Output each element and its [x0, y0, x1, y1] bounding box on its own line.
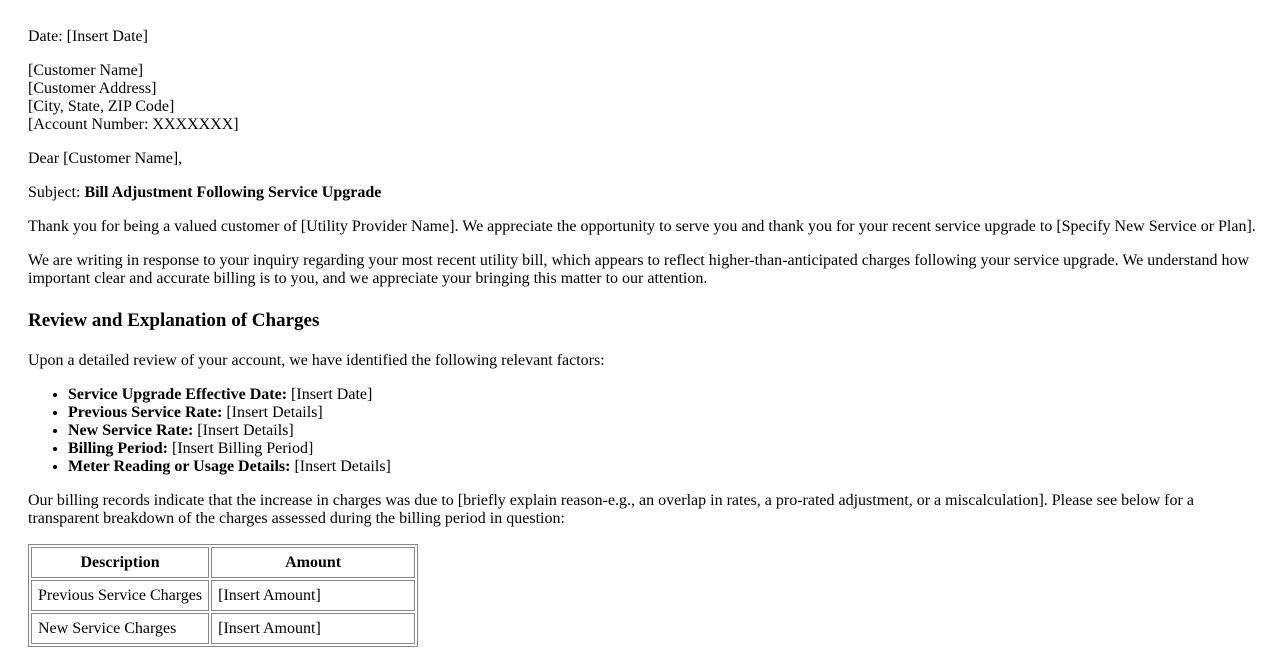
header-amount: Amount — [211, 547, 415, 578]
records-paragraph: Our billing records indicate that the increase in charges was due to [briefly explain reason-e.g., an overlap in rates, a pro-rated adjustment, or a miscalculation]. Please see below for a transparent breakdown of the charges assessed during the billing period in question: — [28, 492, 1194, 527]
subject-prefix: Subject: — [28, 184, 85, 201]
charges-table — [28, 544, 418, 647]
customer-city: [City, State, ZIP Code] — [28, 98, 175, 115]
factor-label: Billing Period: — [68, 440, 168, 457]
table-row — [31, 580, 415, 611]
cell-description: Previous Service Charges — [31, 580, 209, 611]
factor-label: New Service Rate: — [68, 422, 194, 439]
list-item — [68, 386, 1258, 404]
subject-text: Bill Adjustment Following Service Upgrade — [84, 184, 382, 201]
subject-line — [28, 184, 1258, 202]
factor-label: Service Upgrade Effective Date: — [68, 386, 288, 403]
factor-value: [Insert Date] — [287, 386, 373, 403]
account-number: [Account Number: XXXXXXX] — [28, 116, 239, 133]
salutation: Dear [Customer Name], — [28, 150, 183, 167]
review-intro: Upon a detailed review of your account, we have identified the following relevant factors: — [28, 352, 605, 369]
customer-name: [Customer Name] — [28, 62, 144, 79]
factor-value: [Insert Details] — [193, 422, 294, 439]
list-item — [68, 440, 1258, 458]
factor-value: [Insert Details] — [290, 458, 391, 475]
section-heading: Review and Explanation of Charges — [28, 310, 320, 331]
inquiry-paragraph: We are writing in response to your inquiry regarding your most recent utility bill, which appears to reflect higher-than-anticipated charges following your service upgrade. We understand how important clear and accurate billing is to you, and we appreciate your bringing this matter to our attention. — [28, 252, 1250, 287]
cell-description: New Service Charges — [31, 613, 209, 644]
list-item — [68, 458, 1258, 476]
customer-street: [Customer Address] — [28, 80, 157, 97]
list-item — [68, 404, 1258, 422]
table-header-row — [31, 547, 415, 578]
factor-value: [Insert Billing Period] — [168, 440, 314, 457]
factor-label: Previous Service Rate: — [68, 404, 223, 421]
table-row — [31, 613, 415, 644]
factor-label: Meter Reading or Usage Details: — [68, 458, 291, 475]
factors-list — [28, 386, 1258, 476]
customer-address-block — [28, 62, 1258, 134]
factor-value: [Insert Details] — [222, 404, 323, 421]
date-line: Date: [Insert Date] — [28, 28, 148, 45]
thanks-paragraph: Thank you for being a valued customer of [Utility Provider Name]. We appreciate the opportunity to serve you and thank you for your recent service upgrade to [Specify New Service or Plan]. — [28, 218, 1256, 235]
list-item — [68, 422, 1258, 440]
cell-amount: [Insert Amount] — [211, 580, 415, 611]
header-description: Description — [31, 547, 209, 578]
cell-amount: [Insert Amount] — [211, 613, 415, 644]
